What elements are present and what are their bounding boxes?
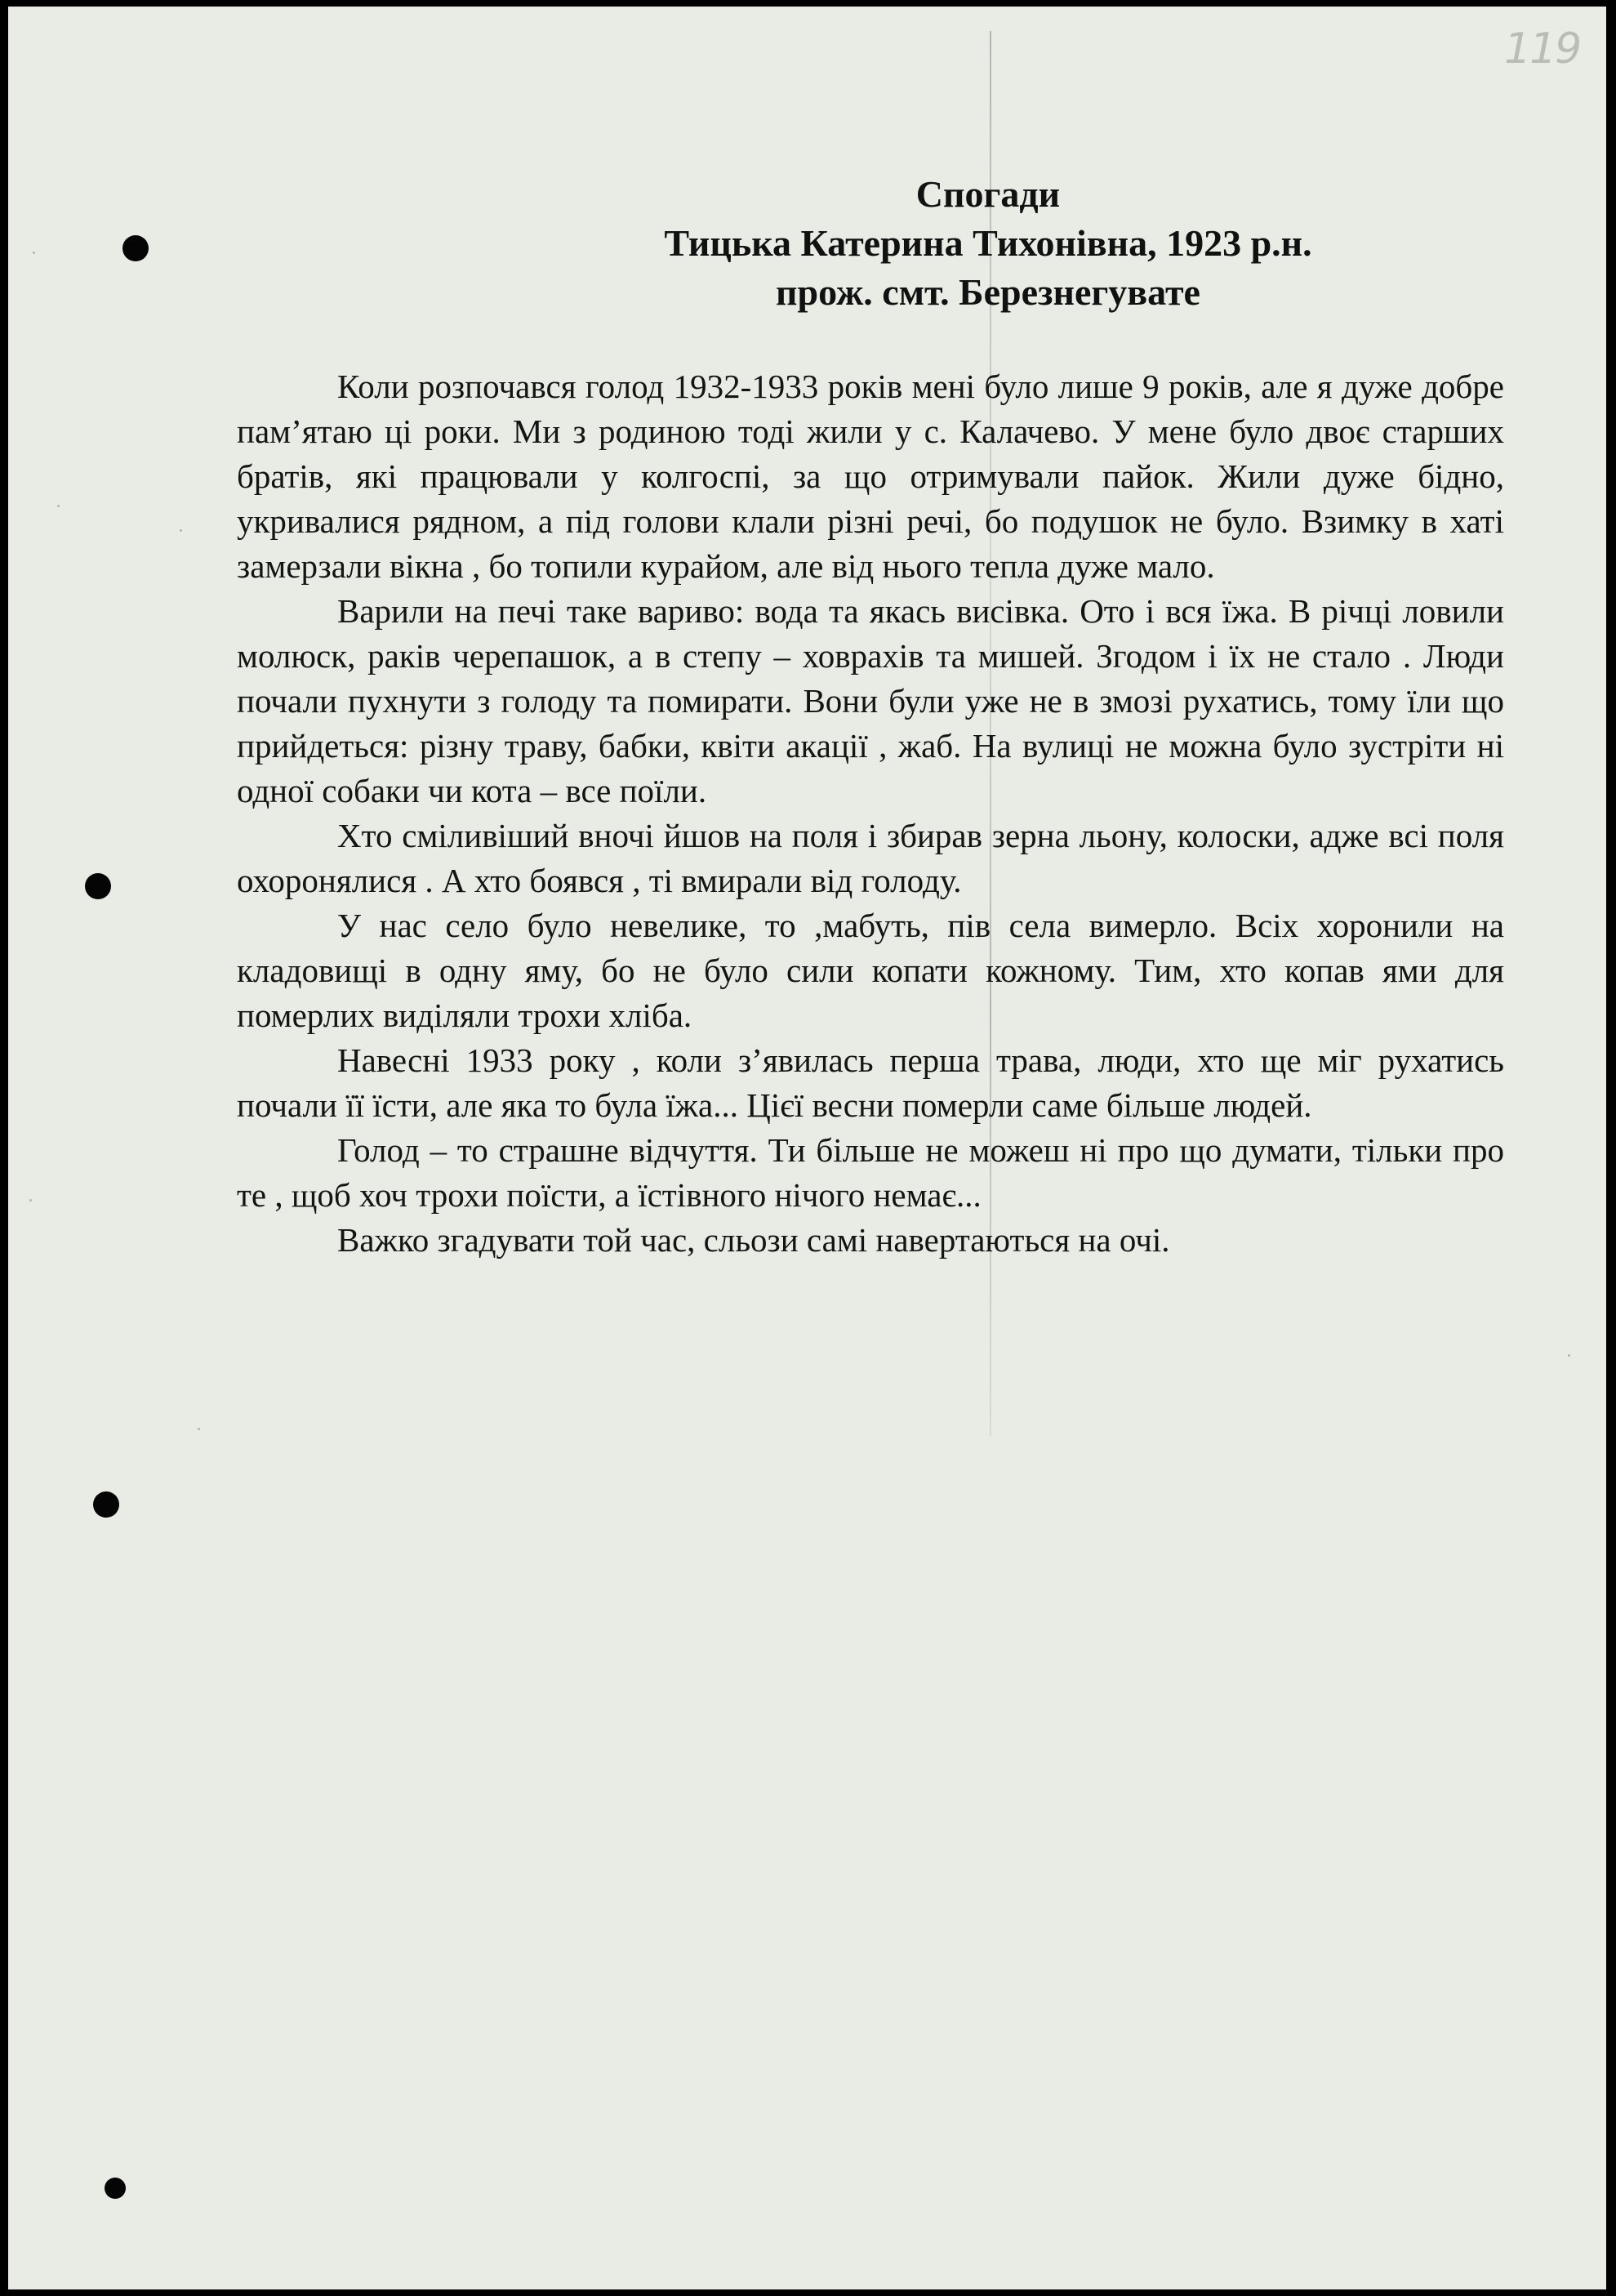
document-header: [8, 170, 1606, 317]
punch-hole: [105, 2178, 126, 2199]
memoir-text: [237, 364, 1504, 1263]
page-number: 119: [1504, 25, 1581, 74]
paragraph: Навесні 1933 року , коли з’явилась перша трава, люди, хто ще міг рухатись почали її їсти, але яка то була їжа... Цієї весни померли саме більше людей.: [237, 1041, 1504, 1124]
paragraph: Хто сміливіший вночі йшов на поля і збирав зерна льону, колоски, адже всі поля охоронялися . А хто боявся , ті вмирали від голоду.: [237, 817, 1504, 899]
document-title: Спогади: [915, 173, 1061, 215]
paragraph: У нас село було невелике, то ,мабуть, пів села вимерло. Всіх хоронили на кладовищі в одну яму, бо не було сили копати кожному. Тим, хто копав ями для померлих виділяли трохи хліба.: [237, 907, 1504, 1034]
punch-hole: [93, 1491, 119, 1518]
punch-hole: [85, 873, 111, 899]
residence-line: прож. смт. Березнегувате: [776, 271, 1200, 313]
paragraph: Важко згадувати той час, сльози самі навертаються на очі.: [337, 1221, 1170, 1259]
document-page: [8, 7, 1606, 2289]
paragraph: Коли розпочався голод 1932-1933 років мені було лише 9 років, але я дуже добре пам’ятаю ці роки. Ми з родиною тоді жили у с. Калачево. У мене було двоє старших братів, які працювали у колгоспі, за що отримували пайок. Жили дуже бідно, укривалися рядном, а під голови клали різні речі, бо подушок не було. Взимку в хаті замерзали вікна , бо топили курайом, але від нього тепла дуже мало.: [237, 368, 1504, 585]
paragraph: Голод – то страшне відчуття. Ти більше не можеш ні про що думати, тільки про те , щоб хоч трохи поїсти, а їстівного нічого немає...: [237, 1131, 1504, 1214]
author-line: Тицька Катерина Тихонівна, 1923 р.н.: [664, 222, 1312, 264]
paragraph: Варили на печі таке вариво: вода та якась висівка. Ото і вся їжа. В річці ловили молюск, раків черепашок, а в степу – ховрахів та мишей. Згодом і їх не стало . Люди почали пухнути з голоду та помирати. Вони були уже не в змозі рухатись, тому їли що прийдеться: різну траву, бабки, квіти акації , жаб. На вулиці не можна було зустріти ні одної собаки чи кота – все поїли.: [237, 592, 1504, 809]
